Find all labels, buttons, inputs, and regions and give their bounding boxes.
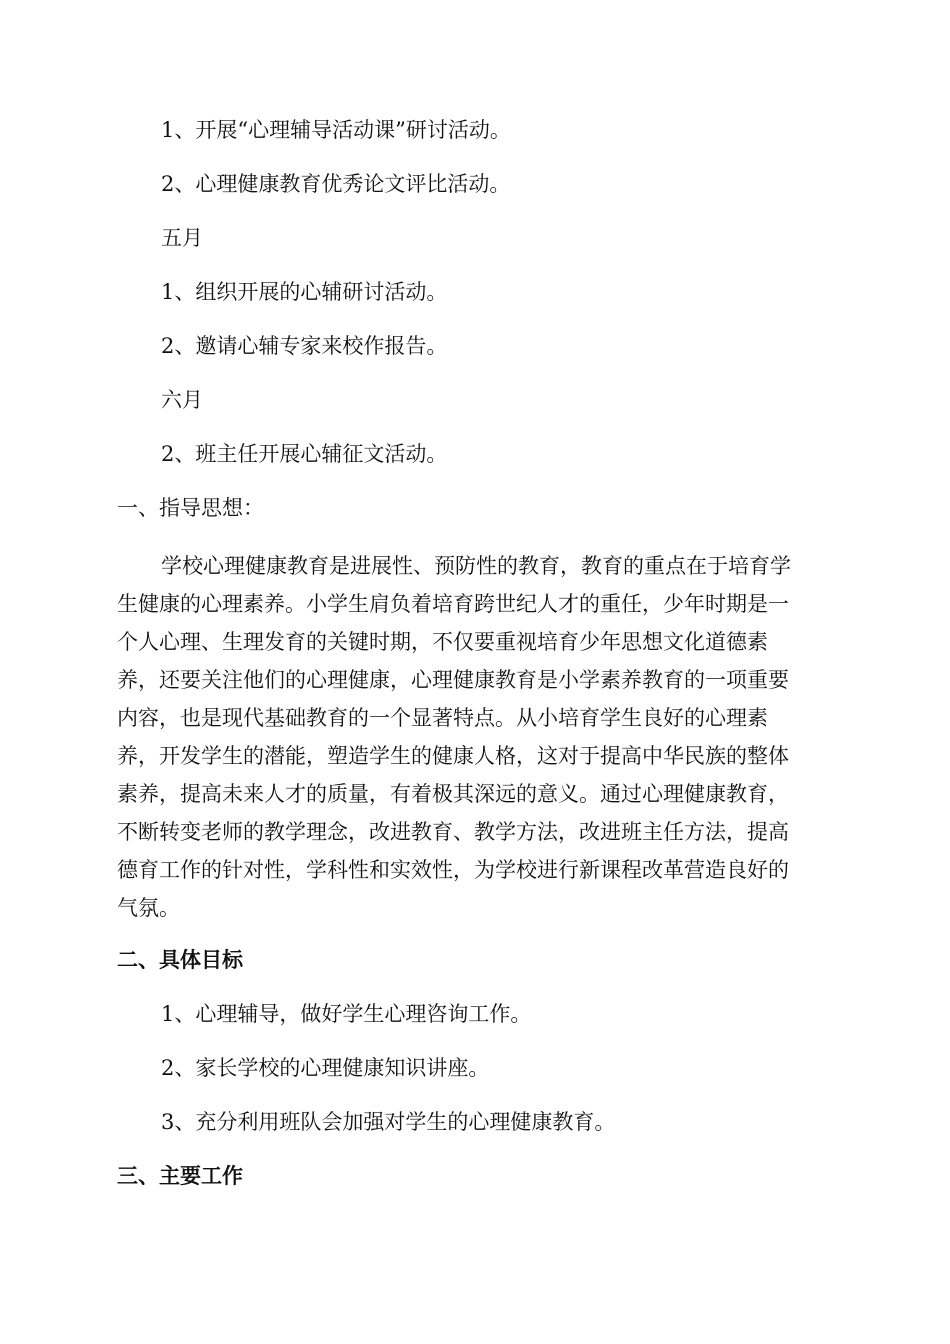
- paragraph-line: 内容，也是现代基础教育的一个显著特点。从小培育学生良好的心理素: [117, 706, 768, 730]
- month-heading-may: 五月: [161, 226, 203, 250]
- section-heading-guiding-thought: 一、指导思想：: [117, 496, 264, 520]
- paragraph-line: 养，还要关注他们的心理健康，心理健康教育是小学素养教育的一项重要: [117, 668, 789, 692]
- paragraph-line: 气氛。: [117, 896, 180, 920]
- list-item: 1、开展“心理辅导活动课”研讨活动。: [161, 118, 511, 142]
- list-item: 2、心理健康教育优秀论文评比活动。: [161, 172, 511, 196]
- section-heading-main-work: 三、主要工作: [117, 1164, 243, 1188]
- list-item: 3、充分利用班队会加强对学生的心理健康教育。: [161, 1110, 616, 1134]
- paragraph-line: 素养，提高未来人才的质量，有着极其深远的意义。通过心理健康教育，: [117, 782, 789, 806]
- paragraph-line: 学校心理健康教育是进展性、预防性的教育，教育的重点在于培育学: [161, 554, 791, 578]
- paragraph-line: 生健康的心理素养。小学生肩负着培育跨世纪人才的重任，少年时期是一: [117, 592, 789, 616]
- list-item: 2、家长学校的心理健康知识讲座。: [161, 1056, 490, 1080]
- section-heading-specific-goals: 二、具体目标: [117, 948, 243, 972]
- list-item: 2、班主任开展心辅征文活动。: [161, 442, 448, 466]
- paragraph-line: 德育工作的针对性，学科性和实效性，为学校进行新课程改革营造良好的: [117, 858, 789, 882]
- list-item: 1、心理辅导，做好学生心理咨询工作。: [161, 1002, 532, 1026]
- list-item: 1、组织开展的心辅研讨活动。: [161, 280, 448, 304]
- paragraph-line: 个人心理、生理发育的关键时期，不仅要重视培育少年思想文化道德素: [117, 630, 768, 654]
- guiding-thought-paragraph: [117, 547, 833, 927]
- month-heading-june: 六月: [161, 388, 203, 412]
- list-item: 2、邀请心辅专家来校作报告。: [161, 334, 448, 358]
- paragraph-line: 不断转变老师的教学理念，改进教育、教学方法，改进班主任方法，提高: [117, 820, 789, 844]
- paragraph-line: 养，开发学生的潜能，塑造学生的健康人格，这对于提高中华民族的整体: [117, 744, 789, 768]
